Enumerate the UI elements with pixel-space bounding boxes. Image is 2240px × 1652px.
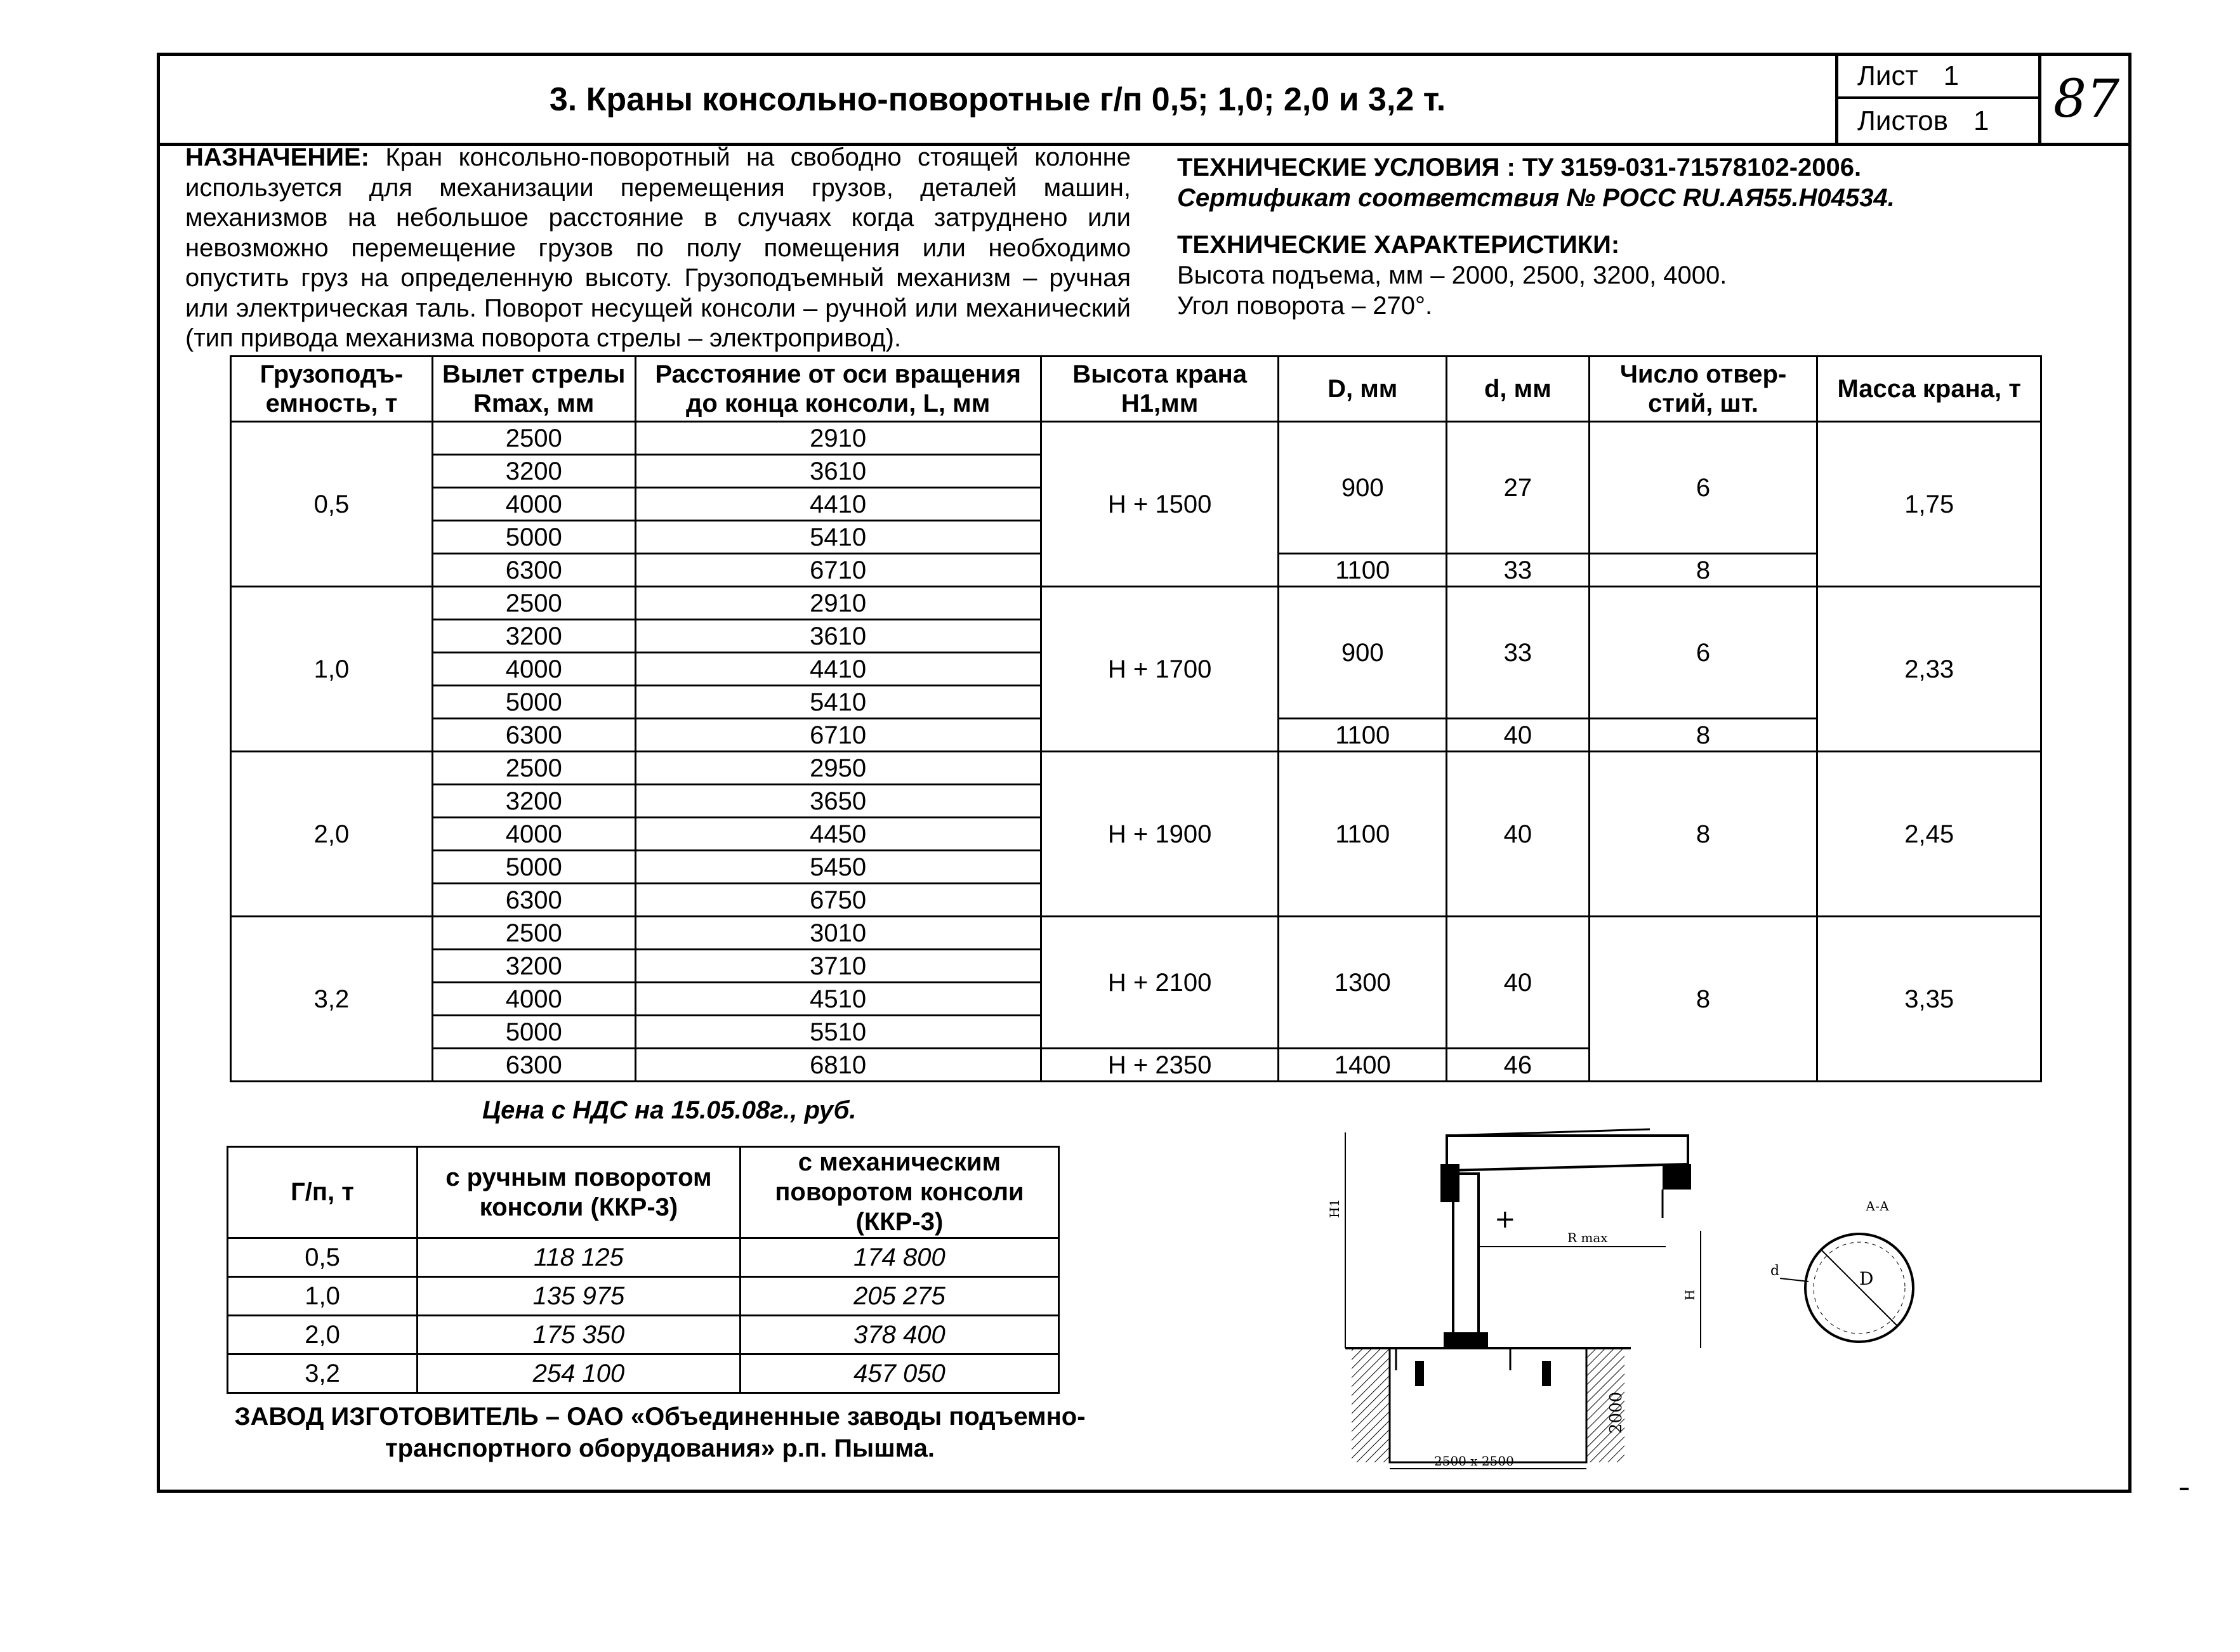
distance-cell: 6750 bbox=[635, 884, 1041, 917]
h1-label: H1 bbox=[1327, 1198, 1342, 1218]
price-row bbox=[228, 1277, 1059, 1316]
capacity-cell: 0,5 bbox=[231, 422, 433, 587]
distance-cell: 4450 bbox=[635, 818, 1041, 851]
certificate: Сертификат соответствия № РОСС RU.АЯ55.Н04534. bbox=[1177, 184, 1895, 212]
col-distance: Расстояние от оси вращения до конца консоли, L, мм bbox=[635, 357, 1041, 422]
height-cell: H + 1900 bbox=[1041, 752, 1279, 917]
sheets-row bbox=[1838, 100, 2041, 142]
purpose-label: НАЗНАЧЕНИЕ: bbox=[185, 143, 369, 171]
big-d-cell: 1100 bbox=[1279, 554, 1447, 587]
holes-cell: 8 bbox=[1589, 554, 1817, 587]
price-row bbox=[228, 1316, 1059, 1354]
price-mech-cell: 457 050 bbox=[740, 1354, 1058, 1393]
reach-cell: 3200 bbox=[432, 950, 635, 983]
capacity-cell: 1,0 bbox=[231, 587, 433, 752]
purpose-paragraph bbox=[185, 143, 1131, 354]
reach-cell: 2500 bbox=[432, 917, 635, 950]
d-label: D bbox=[1859, 1268, 1874, 1289]
sheet-info-box bbox=[1835, 56, 2041, 143]
reach-cell: 6300 bbox=[432, 554, 635, 587]
crane-jib bbox=[1447, 1136, 1688, 1170]
distance-cell: 3650 bbox=[635, 785, 1041, 818]
foundation-hatch bbox=[1352, 1348, 1624, 1462]
reach-cell: 5000 bbox=[432, 1016, 635, 1049]
distance-cell: 5450 bbox=[635, 851, 1041, 884]
big-d-cell: 1300 bbox=[1279, 917, 1447, 1049]
height-cell: H + 2350 bbox=[1041, 1049, 1279, 1082]
h-label: H bbox=[1682, 1289, 1697, 1301]
price-mech-cell: 378 400 bbox=[740, 1316, 1058, 1354]
reach-cell: 5000 bbox=[432, 686, 635, 719]
reach-cell: 6300 bbox=[432, 719, 635, 752]
small-d-cell: 27 bbox=[1447, 422, 1590, 554]
distance-cell: 2910 bbox=[635, 422, 1041, 455]
mass-cell: 2,45 bbox=[1817, 752, 2041, 917]
col-mass: Масса крана, т bbox=[1817, 357, 2041, 422]
depth-label: 2000 bbox=[1607, 1391, 1626, 1434]
small-d-cell: 40 bbox=[1447, 917, 1590, 1049]
column-base bbox=[1444, 1332, 1488, 1348]
reach-cell: 2500 bbox=[432, 587, 635, 620]
holes-cell: 6 bbox=[1589, 422, 1817, 554]
distance-cell: 6710 bbox=[635, 554, 1041, 587]
reach-cell: 3200 bbox=[432, 455, 635, 488]
tech-block bbox=[1177, 152, 2002, 321]
holes-cell: 8 bbox=[1589, 917, 1817, 1082]
anchor-left bbox=[1415, 1361, 1424, 1386]
sheet-row bbox=[1838, 56, 2041, 99]
distance-cell: 4510 bbox=[635, 983, 1041, 1016]
price-col-gp: Г/п, т bbox=[228, 1147, 418, 1238]
price-gp-cell: 0,5 bbox=[228, 1238, 418, 1277]
specs-title: ТЕХНИЧЕСКИЕ ХАРАКТЕРИСТИКИ: bbox=[1177, 231, 1620, 259]
hoist-trolley bbox=[1663, 1164, 1691, 1190]
reach-cell: 4000 bbox=[432, 488, 635, 521]
specs-header-row bbox=[231, 357, 2041, 422]
reach-cell: 2500 bbox=[432, 422, 635, 455]
big-d-cell: 1400 bbox=[1279, 1049, 1447, 1082]
sheet-value: 1 bbox=[1943, 60, 1960, 91]
anchor-right bbox=[1542, 1361, 1551, 1386]
price-header-row bbox=[228, 1147, 1059, 1238]
rotation-angle: Угол поворота – 270°. bbox=[1177, 292, 1433, 320]
reach-cell: 2500 bbox=[432, 752, 635, 785]
col-holes: Число отвер- стий, шт. bbox=[1589, 357, 1817, 422]
reach-cell: 6300 bbox=[432, 884, 635, 917]
distance-cell: 5510 bbox=[635, 1016, 1041, 1049]
height-cell: H + 2100 bbox=[1041, 917, 1279, 1049]
distance-cell: 3710 bbox=[635, 950, 1041, 983]
reach-cell: 4000 bbox=[432, 983, 635, 1016]
section-label: А-А bbox=[1866, 1198, 1890, 1214]
capacity-cell: 3,2 bbox=[231, 917, 433, 1082]
big-d-cell: 1100 bbox=[1279, 719, 1447, 752]
price-col-manual: с ручным поворотом консоли (ККР-3) bbox=[418, 1147, 741, 1238]
table-row bbox=[231, 422, 2041, 455]
holes-cell: 6 bbox=[1589, 587, 1817, 719]
col-big-d: D, мм bbox=[1279, 357, 1447, 422]
small-d-cell: 33 bbox=[1447, 554, 1590, 587]
table-row bbox=[231, 917, 2041, 950]
distance-cell: 6810 bbox=[635, 1049, 1041, 1082]
small-d-label: d bbox=[1770, 1263, 1780, 1279]
specs-table bbox=[230, 355, 2042, 1082]
distance-cell: 4410 bbox=[635, 653, 1041, 686]
capacity-cell: 2,0 bbox=[231, 752, 433, 917]
price-mech-cell: 205 275 bbox=[740, 1277, 1058, 1316]
price-table bbox=[227, 1146, 1060, 1394]
col-small-d: d, мм bbox=[1447, 357, 1590, 422]
reach-cell: 3200 bbox=[432, 620, 635, 653]
table-row bbox=[231, 752, 2041, 785]
reach-cell: 4000 bbox=[432, 818, 635, 851]
reach-cell: 6300 bbox=[432, 1049, 635, 1082]
purpose-text: Кран консольно-поворотный на свободно стоящей колонне используется для механизации перемещения грузов, деталей машин, механизмов на небольшое расстояние в случаях когда затруднено или невозможно перемещение грузов по полу помещения или необходимо опустить груз на определенную высоту. Грузоподъемный механизм – ручная или электрическая таль. Поворот несущей консоли – ручной или механический (тип привода механизма поворота стрелы – электропривод). bbox=[185, 143, 1131, 352]
reach-cell: 3200 bbox=[432, 785, 635, 818]
distance-cell: 3610 bbox=[635, 620, 1041, 653]
sheets-value: 1 bbox=[1973, 105, 1989, 136]
big-d-cell: 1100 bbox=[1279, 752, 1447, 917]
reach-cell: 5000 bbox=[432, 851, 635, 884]
foundation-label: 2500 x 2500 bbox=[1434, 1453, 1514, 1469]
price-manual-cell: 118 125 bbox=[418, 1238, 741, 1277]
small-d-cell: 40 bbox=[1447, 719, 1590, 752]
holes-cell: 8 bbox=[1589, 752, 1817, 917]
price-row bbox=[228, 1238, 1059, 1277]
mass-cell: 2,33 bbox=[1817, 587, 2041, 752]
distance-cell: 2910 bbox=[635, 587, 1041, 620]
table-row bbox=[231, 587, 2041, 620]
small-d-cell: 40 bbox=[1447, 752, 1590, 917]
manufacturer bbox=[209, 1401, 1110, 1464]
price-manual-cell: 175 350 bbox=[418, 1316, 741, 1354]
section-aa bbox=[1764, 1193, 1942, 1358]
height-cell: H + 1500 bbox=[1041, 422, 1279, 587]
mass-cell: 1,75 bbox=[1817, 422, 2041, 587]
small-d-cell: 46 bbox=[1447, 1049, 1590, 1082]
document-title: 3. Краны консольно-поворотные г/п 0,5; 1,0; 2,0 и 3,2 т. bbox=[549, 81, 1446, 118]
manufacturer-line1: ЗАВОД ИЗГОТОВИТЕЛЬ – ОАО «Объединенные заводы подъемно- bbox=[234, 1403, 1086, 1431]
handwritten-page-number: 87 bbox=[2038, 56, 2131, 143]
manufacturer-line2: транспортного оборудования» р.п. Пышма. bbox=[385, 1434, 935, 1462]
height-cell: H + 1700 bbox=[1041, 587, 1279, 752]
lift-height: Высота подъема, мм – 2000, 2500, 3200, 4000. bbox=[1177, 261, 1727, 289]
rmax-label: R max bbox=[1567, 1230, 1608, 1245]
price-mech-cell: 174 800 bbox=[740, 1238, 1058, 1277]
center-cross: + bbox=[1494, 1205, 1516, 1234]
price-col-mech: с механическим поворотом консоли (ККР-3) bbox=[740, 1147, 1058, 1238]
holes-cell: 8 bbox=[1589, 719, 1817, 752]
small-d-cell: 33 bbox=[1447, 587, 1590, 719]
distance-cell: 6710 bbox=[635, 719, 1041, 752]
price-gp-cell: 2,0 bbox=[228, 1316, 418, 1354]
price-row bbox=[228, 1354, 1059, 1393]
distance-cell: 3010 bbox=[635, 917, 1041, 950]
distance-cell: 5410 bbox=[635, 686, 1041, 719]
mass-cell: 3,35 bbox=[1817, 917, 2041, 1082]
price-manual-cell: 135 975 bbox=[418, 1277, 741, 1316]
big-d-cell: 900 bbox=[1279, 422, 1447, 554]
price-title: Цена с НДС на 15.05.08г., руб. bbox=[482, 1096, 857, 1124]
price-gp-cell: 1,0 bbox=[228, 1277, 418, 1316]
distance-cell: 5410 bbox=[635, 521, 1041, 554]
tech-conditions: ТЕХНИЧЕСКИЕ УСЛОВИЯ : ТУ 3159-031-71578102-2006. bbox=[1177, 154, 1862, 181]
reach-cell: 4000 bbox=[432, 653, 635, 686]
col-reach: Вылет стрелы Rmax, мм bbox=[432, 357, 635, 422]
price-gp-cell: 3,2 bbox=[228, 1354, 418, 1393]
big-d-cell: 900 bbox=[1279, 587, 1447, 719]
distance-cell: 2950 bbox=[635, 752, 1041, 785]
distance-cell: 4410 bbox=[635, 488, 1041, 521]
slewing-drive bbox=[1440, 1164, 1459, 1202]
distance-cell: 3610 bbox=[635, 455, 1041, 488]
sheets-label: Листов bbox=[1857, 105, 1948, 136]
margin-mark bbox=[2180, 1488, 2189, 1490]
reach-cell: 5000 bbox=[432, 521, 635, 554]
col-height: Высота крана H1,мм bbox=[1041, 357, 1279, 422]
sheet-label: Лист bbox=[1857, 60, 1918, 91]
col-capacity: Грузоподъ- емность, т bbox=[231, 357, 433, 422]
price-manual-cell: 254 100 bbox=[418, 1354, 741, 1393]
